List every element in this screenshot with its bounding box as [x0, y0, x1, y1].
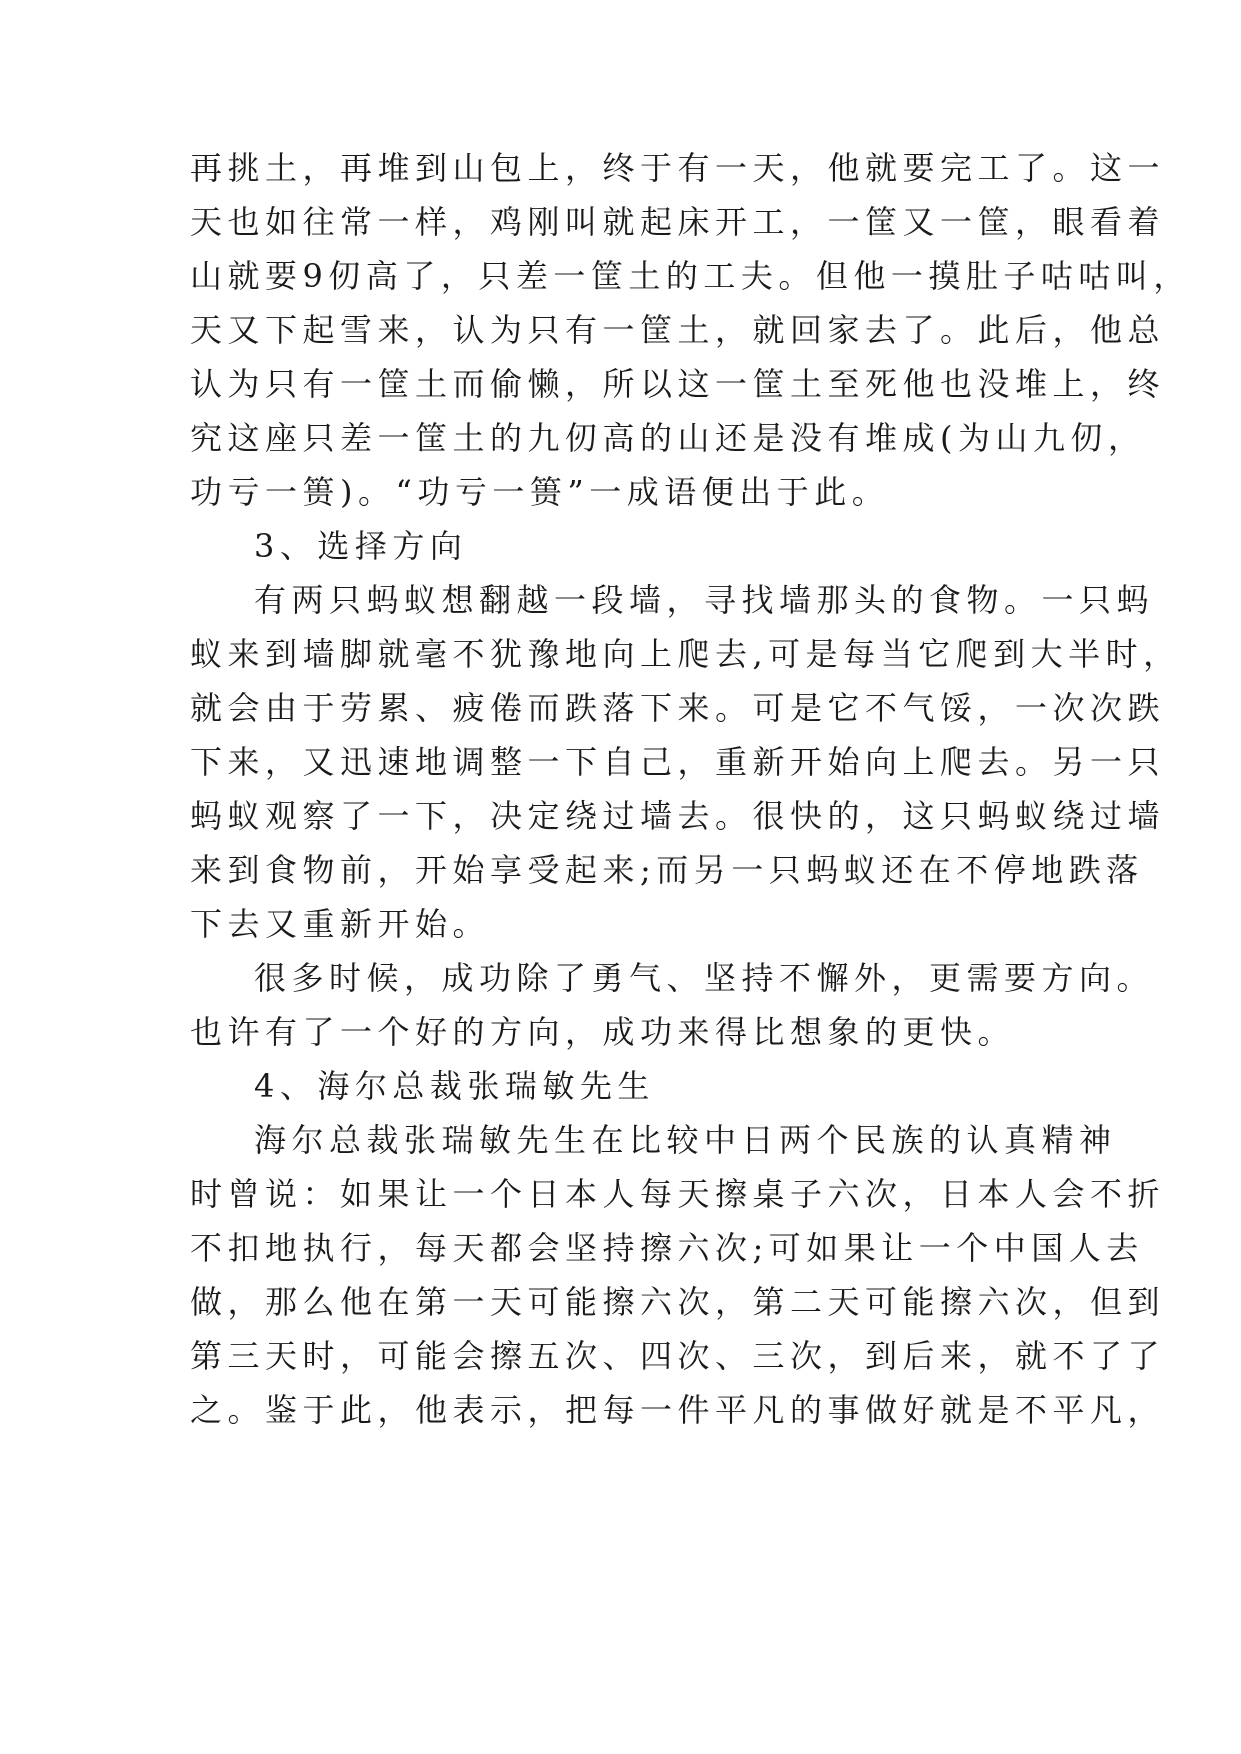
paragraph-continuation-line: 天又下起雪来，认为只有一筐土，就回家去了。此后，他总 [190, 311, 1166, 349]
paragraph-line: 蚁来到墙脚就毫不犹豫地向上爬去,可是每当它爬到大半时， [190, 635, 1181, 673]
paragraph-line: 不扣地执行，每天都会坚持擦六次;可如果让一个中国人去 [190, 1229, 1144, 1267]
paragraph-line: 时曾说：如果让一个日本人每天擦桌子六次，日本人会不折 [190, 1175, 1166, 1213]
section-heading: 3、选择方向 [254, 527, 468, 565]
paragraph-line: 来到食物前，开始享受起来;而另一只蚂蚁还在不停地跌落 [190, 851, 1144, 889]
paragraph-line: 之。鉴于此，他表示，把每一件平凡的事做好就是不平凡， [190, 1391, 1166, 1429]
paragraph-line: 也许有了一个好的方向，成功来得比想象的更快。 [190, 1013, 1016, 1051]
paragraph-line: 海尔总裁张瑞敏先生在比较中日两个民族的认真精神 [254, 1121, 1117, 1159]
paragraph-line: 蚂蚁观察了一下，决定绕过墙去。很快的，这只蚂蚁绕过墙 [190, 797, 1166, 835]
paragraph-continuation-line: 究这座只差一筐土的九仞高的山还是没有堆成(为山九仞， [190, 419, 1146, 457]
paragraph-line: 很多时候，成功除了勇气、坚持不懈外，更需要方向。 [254, 959, 1155, 997]
paragraph-line: 下来，又迅速地调整一下自己，重新开始向上爬去。另一只 [190, 743, 1166, 781]
paragraph-line: 下去又重新开始。 [190, 905, 491, 943]
paragraph-continuation-line: 天也如往常一样，鸡刚叫就起床开工，一筐又一筐，眼看着 [190, 203, 1166, 241]
paragraph-continuation-line: 山就要9仞高了，只差一筐土的工夫。但他一摸肚子咕咕叫， [190, 257, 1191, 295]
paragraph-line: 第三天时，可能会擦五次、四次、三次，到后来，就不了了 [190, 1337, 1166, 1375]
paragraph-continuation-line: 再挑土，再堆到山包上，终于有一天，他就要完工了。这一 [190, 149, 1166, 187]
paragraph-line: 做，那么他在第一天可能擦六次，第二天可能擦六次，但到 [190, 1283, 1166, 1321]
paragraph-continuation-line: 认为只有一筐土而偷懒，所以这一筐土至死他也没堆上，终 [190, 365, 1166, 403]
paragraph-continuation-line: 功亏一篑)。“功亏一篑”一成语便出于此。 [190, 473, 890, 511]
section-heading: 4、海尔总裁张瑞敏先生 [254, 1067, 655, 1105]
paragraph-line: 就会由于劳累、疲倦而跌落下来。可是它不气馁，一次次跌 [190, 689, 1166, 727]
paragraph-line: 有两只蚂蚁想翻越一段墙，寻找墙那头的食物。一只蚂 [254, 581, 1155, 619]
